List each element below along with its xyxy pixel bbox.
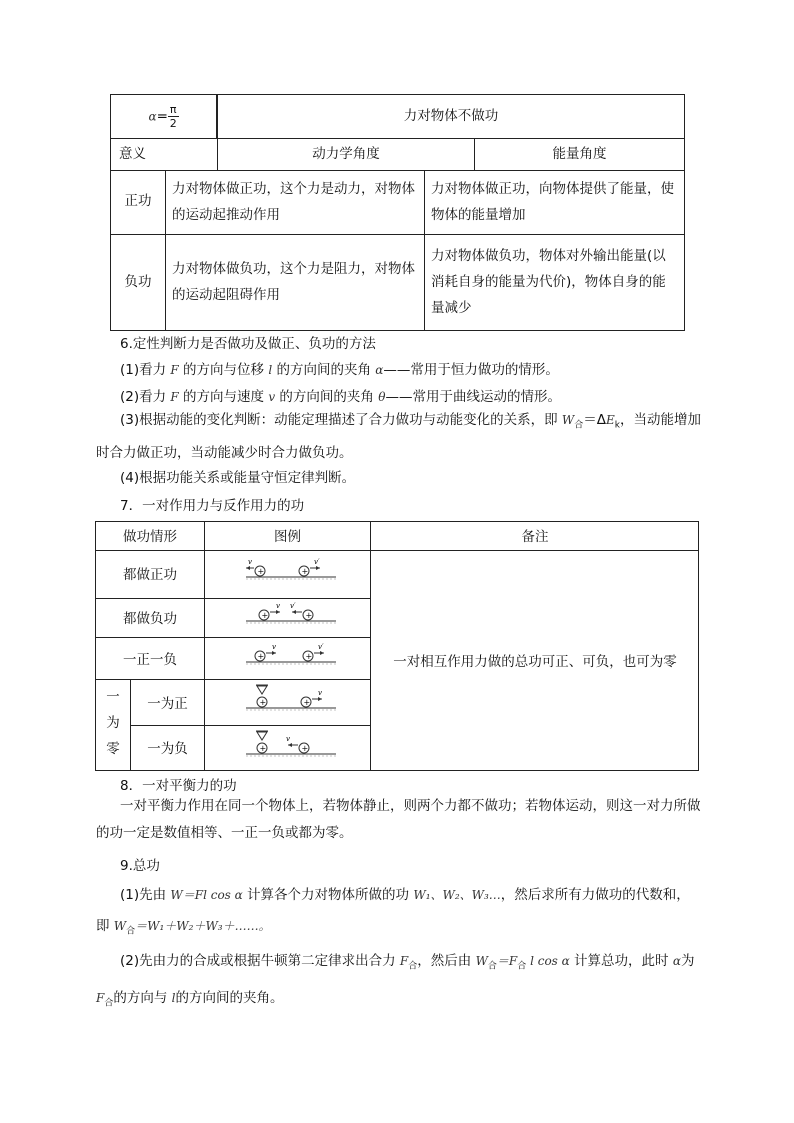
- svg-text:+: +: [301, 744, 309, 753]
- row-positive-dynamics: 力对物体做正功，这个力是动力，对物体的运动起推动作用: [166, 170, 425, 234]
- work-meaning-table: [110, 94, 685, 171]
- section8-text: 一对平衡力作用在同一个物体上，若物体静止，则两个力都不做功；若物体运动，则这一对力所做的功一定是数值相等、一正一负或都为零。: [96, 798, 701, 841]
- row-positive-label: 正功: [111, 170, 166, 234]
- svg-text:+: +: [257, 567, 265, 576]
- svg-text:v: v: [286, 735, 290, 743]
- header-scenario: 做功情形: [123, 529, 177, 545]
- header-meaning: 意义: [111, 139, 218, 171]
- row-negative-energy: 力对物体做负功，物体对外输出能量(以消耗自身的能量为代价)，物体自身的能量减少: [425, 234, 685, 330]
- equals-sign: =: [156, 108, 168, 125]
- section6-item4: (4)根据功能关系或能量守恒定律判断。: [120, 470, 356, 486]
- row-positive-energy: 力对物体做正功，向物体提供了能量，使物体的能量增加: [425, 170, 685, 234]
- row-negative-dynamics: 力对物体做负功，这个力是阻力，对物体的运动起阻碍作用: [166, 234, 425, 330]
- svg-text:v′: v′: [318, 643, 324, 651]
- section9-item1: (1)先由 W＝Fl cos α 计算各个力对物体所做的功 W₁、W₂、W₃…，然后求所有力做功的代数和，即 $W_合=W_1+W_2+W_3+\dots\dots$。: [96, 887, 690, 937]
- section7-heading: 7．一对作用力与反作用力的功: [120, 498, 305, 514]
- svg-text:+: +: [303, 698, 311, 707]
- svg-text:+: +: [259, 744, 267, 753]
- row-both-positive: 都做正功: [123, 567, 177, 583]
- svg-text:v′: v′: [290, 602, 296, 610]
- alpha-symbol: α: [148, 109, 157, 124]
- section6-item3: (3)根据动能的变化判断：动能定理描述了合力做功与动能变化的关系，即 $W_合=\Delta E_k$，当动能增加时合力做正功，当动能减少时合力做负功。: [96, 412, 702, 461]
- section6-heading: 6.定性判断力是否做功及做正、负功的方法: [120, 336, 376, 352]
- svg-text:+: +: [301, 567, 309, 576]
- svg-text:+: +: [261, 611, 269, 620]
- header-diagram: 图例: [274, 529, 301, 545]
- svg-text:+: +: [257, 652, 265, 661]
- svg-text:+: +: [259, 698, 267, 707]
- header-note: 备注: [521, 529, 549, 545]
- svg-text:v: v: [318, 689, 322, 697]
- row-one-zero-negative: 一为负: [147, 741, 188, 757]
- section9-item2: (2)先由力的合成或根据牛顿第二定律求出合力 $F_合$，然后由 $W_合=F_合$ l cos α 计算总功，此时 α为 $F_合$的方向与 l的方向间的夹角。: [96, 953, 695, 1009]
- diagram-one-zero-positive: [246, 683, 336, 713]
- row-one-zero-positive: 一为正: [147, 696, 188, 712]
- svg-text:+: +: [305, 652, 313, 661]
- header-energy: 能量角度: [475, 139, 685, 171]
- svg-text:+: +: [305, 611, 313, 620]
- note-text: 一对相互作用力做的总功可正、可负，也可为零: [393, 654, 677, 670]
- work-meaning-table-body: [110, 170, 685, 331]
- diagram-both-positive: [246, 558, 336, 582]
- section8-heading: 8．一对平衡力的功: [120, 778, 237, 794]
- section6-item2: (2)看力 F 的方向与速度 v 的方向间的夹角 θ——常用于曲线运动的情形。: [120, 389, 561, 405]
- row-both-negative: 都做负功: [123, 611, 177, 627]
- action-reaction-table: [95, 521, 699, 771]
- row-negative-label: 负功: [111, 234, 166, 330]
- header-dynamics: 动力学角度: [218, 139, 475, 171]
- diagram-one-pos-one-neg: [246, 643, 336, 667]
- pi-over-2-fraction: $\frac{\pi}{2}$: [169, 103, 177, 130]
- section9-heading: 9.总功: [120, 858, 160, 874]
- section6-item1: (1)看力 F 的方向与位移 l 的方向间的夹角 α——常用于恒力做功的情形。: [120, 362, 559, 378]
- svg-text:v′: v′: [314, 558, 320, 566]
- angle-cell: [111, 95, 217, 139]
- row-one-pos-one-neg: 一正一负: [123, 652, 177, 668]
- svg-text:v: v: [248, 558, 252, 566]
- diagram-both-negative: [246, 602, 336, 626]
- no-work-text: 力对物体不做功: [218, 95, 685, 139]
- row-one-zero-label: 一 为 零: [106, 689, 120, 757]
- svg-text:v: v: [272, 643, 276, 651]
- svg-text:v: v: [276, 602, 280, 610]
- diagram-one-zero-negative: [246, 729, 336, 759]
